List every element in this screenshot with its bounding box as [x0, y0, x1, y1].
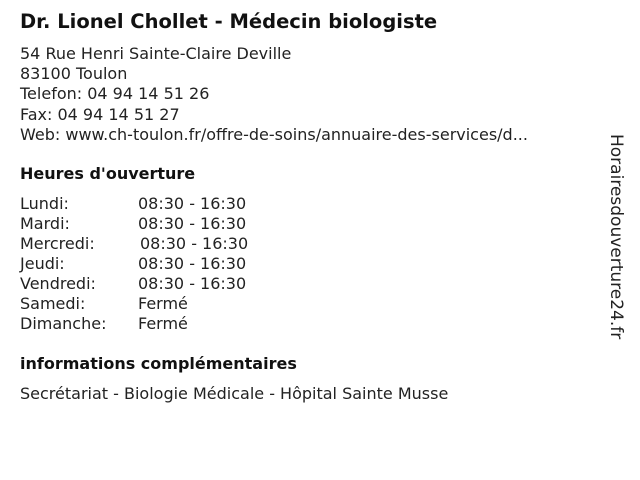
time-value: 08:30 - 16:30: [138, 254, 247, 273]
opening-hours-heading: Heures d'ouverture: [20, 164, 196, 183]
day-label: Mardi:: [20, 214, 70, 233]
additional-info-heading: informations complémentaires: [20, 354, 297, 373]
watermark-text: Horairesdouverture24.fr: [606, 134, 626, 340]
day-label: Mercredi:: [20, 234, 95, 253]
city-address: 83100 Toulon: [20, 64, 128, 84]
fax-number: Fax: 04 94 14 51 27: [20, 104, 180, 124]
site-watermark: [596, 134, 636, 374]
day-label: Samedi:: [20, 294, 86, 313]
day-label: Dimanche:: [20, 314, 107, 333]
street-address: 54 Rue Henri Sainte-Claire Deville: [20, 44, 292, 63]
time-value: Fermé: [138, 314, 188, 333]
day-label: Vendredi:: [20, 274, 96, 293]
page-title: Dr. Lionel Chollet - Médecin biologiste: [20, 10, 438, 33]
day-label: Lundi:: [20, 194, 69, 213]
website-link[interactable]: Web: www.ch-toulon.fr/offre-de-soins/annuaire-des-services/d...: [20, 124, 528, 144]
time-value: 08:30 - 16:30: [138, 194, 247, 213]
additional-info-text: Secrétariat - Biologie Médicale - Hôpital Sainte Musse: [20, 384, 449, 403]
contact-block: [20, 44, 528, 145]
time-value: Fermé: [138, 294, 188, 313]
time-value: 08:30 - 16:30: [140, 234, 249, 253]
phone-number[interactable]: Telefon: 04 94 14 51 26: [20, 84, 210, 104]
time-value: 08:30 - 16:30: [138, 214, 247, 233]
time-value: 08:30 - 16:30: [138, 274, 247, 293]
day-label: Jeudi:: [20, 254, 65, 273]
